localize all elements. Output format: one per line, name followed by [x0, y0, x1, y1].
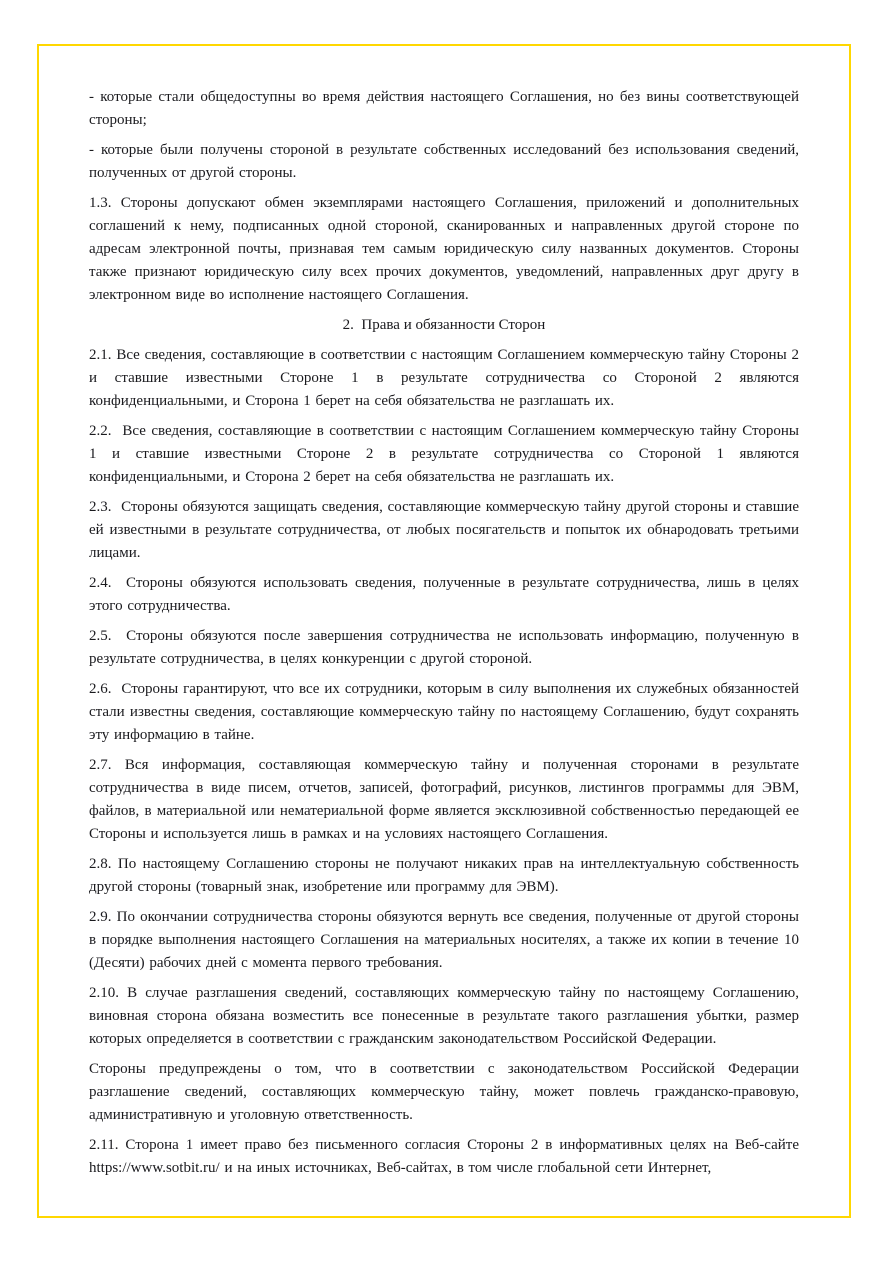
paragraph-2-8: 2.8. По настоящему Соглашению стороны не получают никаких прав на интеллектуальную собственность другой стороны (товарный знак, изобретение или программу для ЭВМ).	[89, 856, 799, 895]
section-heading: 2. Права и обязанности Сторон	[342, 317, 546, 333]
paragraph-2-10: 2.10. В случае разглашения сведений, составляющих коммерческую тайну по настоящему Соглашению, виновная сторона обязана возместить все понесенные в результате такого разглашения убытки, размер которых определяется в соответствии с гражданским законодательством Российской Федерации.	[89, 985, 799, 1047]
paragraph-2-6: 2.6. Стороны гарантируют, что все их сотрудники, которым в силу выполнения их служебных обязанностей стали известны сведения, составляющие коммерческую тайну по настоящему Соглашению, будут сохранять эту информацию в тайне.	[89, 681, 799, 743]
paragraph-2-3: 2.3. Стороны обязуются защищать сведения, составляющие коммерческую тайну другой стороны и ставшие ей известными в результате сотрудничества, от любых посягательств и попыток их обнародовать третьими лицами.	[89, 499, 799, 561]
bullet-item: - которые стали общедоступны во время действия настоящего Соглашения, но без вины соответствующей стороны;	[89, 89, 799, 128]
paragraph-2-5: 2.5. Стороны обязуются после завершения сотрудничества не использовать информацию, полученную в результате сотрудничества, в целях конкуренции с другой стороной.	[89, 628, 799, 667]
paragraph-2-11: 2.11. Сторона 1 имеет право без письменного согласия Стороны 2 в информативных целях на Веб-сайте https://www.sotbit.ru/ и на иных источниках, Веб-сайтах, в том числе глобальной сети Интернет,	[89, 1137, 799, 1176]
document-sheet	[37, 44, 851, 1218]
paragraph-warning: Стороны предупреждены о том, что в соответствии с законодательством Российской Федерации разглашение сведений, составляющих коммерческую тайну, может повлечь гражданско-правовую, административную и уголовную ответственность.	[89, 1061, 799, 1123]
bullet-item: - которые были получены стороной в результате собственных исследований без использования сведений, полученных от другой стороны.	[89, 142, 799, 181]
paragraph-1-3: 1.3. Стороны допускают обмен экземплярами настоящего Соглашения, приложений и дополнительных соглашений к нему, подписанных одной стороной, сканированных и направленных другой стороне по адресам электронной почты, признавая тем самым юридическую силу названных документов. Стороны также признают юридическую силу всех прочих документов, уведомлений, направленных друг другу в электронном виде во исполнение настоящего Соглашения.	[89, 195, 799, 303]
paragraph-2-7: 2.7. Вся информация, составляющая коммерческую тайну и полученная сторонами в результате сотрудничества в виде писем, отчетов, записей, фотографий, рисунков, листингов программы для ЭВМ, файлов, в материальной или нематериальной форме является эксклюзивной собственностью передающей ее Стороны и используется лишь в рамках и на условиях настоящего Соглашения.	[89, 757, 799, 842]
paragraph-2-9: 2.9. По окончании сотрудничества стороны обязуются вернуть все сведения, полученные от другой стороны в порядке выполнения настоящего Соглашения на материальных носителях, а также их копии в течение 10 (Десяти) рабочих дней с момента первого требования.	[89, 909, 799, 971]
paragraph-2-1: 2.1. Все сведения, составляющие в соответствии с настоящим Соглашением коммерческую тайну Стороны 2 и ставшие известными Стороне 1 в результате сотрудничества со Стороной 2 являются конфиденциальными, и Сторона 1 берет на себя обязательства не разглашать их.	[89, 347, 799, 409]
paragraph-2-4: 2.4. Стороны обязуются использовать сведения, полученные в результате сотрудничества, лишь в целях этого сотрудничества.	[89, 575, 799, 614]
paragraph-2-2: 2.2. Все сведения, составляющие в соответствии с настоящим Соглашением коммерческую тайну Стороны 1 и ставшие известными Стороне 2 в результате сотрудничества со Стороной 1 являются конфиденциальными, и Сторона 2 берет на себя обязательства не разглашать их.	[89, 423, 799, 485]
